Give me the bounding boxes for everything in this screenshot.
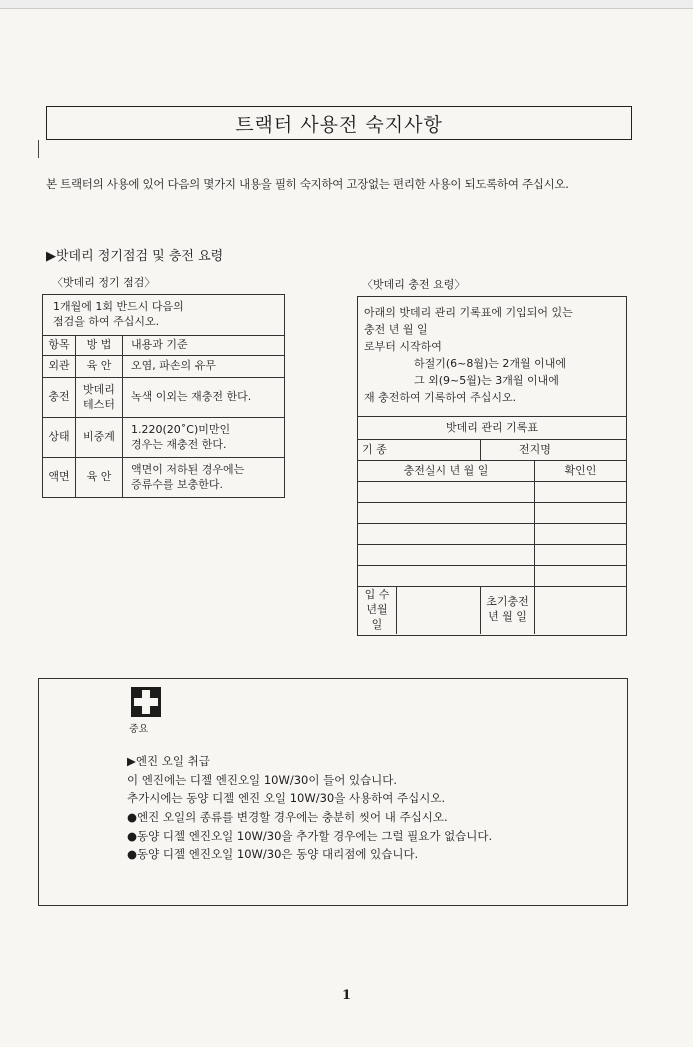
engine-oil-heading: ▶엔진 오일 취급 bbox=[127, 754, 210, 768]
charging-line1: 아래의 밧데리 관리 기록표에 기입되어 있는 bbox=[364, 306, 573, 319]
row-standard-line2: 증류수를 보충한다. bbox=[131, 477, 224, 491]
initial-charge-label-line2: 년 월 일 bbox=[488, 610, 527, 624]
table-row bbox=[43, 378, 285, 418]
important-label: 중요 bbox=[129, 724, 149, 735]
table-row bbox=[358, 482, 626, 503]
periodic-note-line2: 점검을 하여 주십시오. bbox=[53, 315, 160, 328]
record-purchase-date-label bbox=[358, 587, 397, 634]
header-item: 항목 bbox=[43, 336, 76, 356]
initial-charge-label-line1: 초기충전 bbox=[486, 595, 529, 609]
row-method-line1: 밧데리 bbox=[83, 382, 115, 396]
row-method: 육 안 bbox=[76, 356, 123, 378]
row-method bbox=[76, 378, 123, 418]
purchase-label-line2: 년월일 bbox=[366, 602, 388, 631]
table-row bbox=[358, 566, 626, 587]
row-standard bbox=[123, 418, 285, 458]
engine-oil-bullet: ●동양 디젤 엔진오일 10W/30을 추가할 경우에는 그럴 필요가 없습니다. bbox=[127, 828, 493, 843]
page-top-edge bbox=[0, 0, 693, 9]
charging-box bbox=[357, 296, 627, 636]
record-purchase-date-value bbox=[397, 587, 481, 634]
periodic-check-subtitle: 〈밧데리 정기 점검〉 bbox=[52, 276, 156, 289]
page-title: 트랙터 사용전 숙지사항 bbox=[46, 106, 632, 140]
charging-line3: 로부터 시작하여 bbox=[364, 340, 442, 354]
table-row bbox=[358, 503, 626, 524]
record-battery-label: 전지명 bbox=[481, 440, 627, 461]
row-method: 육 안 bbox=[76, 458, 123, 498]
periodic-check-table bbox=[42, 294, 285, 498]
table-row bbox=[358, 524, 626, 545]
row-item: 상태 bbox=[43, 418, 76, 458]
battery-section-heading: ▶밧데리 정기점검 및 충전 요령 bbox=[46, 249, 224, 264]
charging-subtitle: 〈밧데리 충전 요령〉 bbox=[362, 278, 466, 291]
table-row bbox=[358, 545, 626, 566]
charging-line2: 충전 년 월 일 bbox=[364, 323, 428, 337]
plus-cross-icon bbox=[130, 686, 162, 718]
engine-oil-bullet: ●동양 디젤 엔진오일 10W/30은 동양 대리점에 있습니다. bbox=[127, 847, 419, 862]
header-standard: 내용과 기준 bbox=[123, 336, 285, 356]
engine-oil-line2: 추가시에는 동양 디젤 엔진 오일 10W/30을 사용하여 주십시오. bbox=[127, 791, 446, 806]
record-title: 밧데리 관리 기록표 bbox=[358, 417, 626, 440]
record-col-date: 충전실시 년 월 일 bbox=[358, 461, 535, 482]
important-body bbox=[127, 752, 492, 864]
row-standard-line1: 1.220(20˚C)미만인 bbox=[131, 422, 231, 436]
intro-text: 본 트랙터의 사용에 있어 다음의 몇가지 내용을 필히 숙지하여 고장없는 편리한 사용이 되도록하여 주십시오. bbox=[46, 177, 569, 191]
row-standard-line1: 액면이 저하된 경우에는 bbox=[131, 462, 245, 476]
battery-record-table bbox=[358, 416, 626, 634]
purchase-label-line1: 입 수 bbox=[364, 588, 390, 601]
record-initial-charge-value bbox=[535, 587, 627, 634]
record-model-label: 기 종 bbox=[358, 440, 481, 461]
row-method-line2: 테스터 bbox=[83, 397, 115, 411]
table-row bbox=[43, 356, 285, 378]
periodic-note-line1: 1개월에 1회 반드시 다음의 bbox=[53, 300, 184, 314]
record-col-confirm: 확인인 bbox=[535, 461, 627, 482]
row-method: 비중계 bbox=[76, 418, 123, 458]
title-margin-mark bbox=[38, 140, 39, 158]
periodic-note-cell bbox=[43, 295, 285, 336]
charging-line6: 재 충전하여 기록하여 주십시오. bbox=[364, 391, 517, 405]
header-method: 방 법 bbox=[76, 336, 123, 356]
row-item: 충전 bbox=[43, 378, 76, 418]
table-row bbox=[43, 418, 285, 458]
table-row bbox=[43, 458, 285, 498]
charging-line4: 하절기(6~8월)는 2개월 이내에 bbox=[414, 357, 567, 371]
page-number: 1 bbox=[341, 988, 352, 1003]
engine-oil-bullet: ●엔진 오일의 종류를 변경할 경우에는 충분히 씻어 내 주십시오. bbox=[127, 809, 448, 824]
row-standard bbox=[123, 458, 285, 498]
record-initial-charge-label bbox=[481, 587, 535, 634]
row-standard-line2: 경우는 재충전 한다. bbox=[131, 437, 227, 451]
row-item: 외관 bbox=[43, 356, 76, 378]
row-standard: 오염, 파손의 유무 bbox=[123, 356, 285, 378]
charging-line5: 그 외(9~5월)는 3개월 이내에 bbox=[414, 374, 559, 388]
engine-oil-line1: 이 엔진에는 디젤 엔진오일 10W/30이 들어 있습니다. bbox=[127, 772, 398, 787]
row-item: 액면 bbox=[43, 458, 76, 498]
row-standard: 녹색 이외는 재충전 한다. bbox=[123, 378, 285, 418]
charging-instructions bbox=[358, 297, 626, 416]
